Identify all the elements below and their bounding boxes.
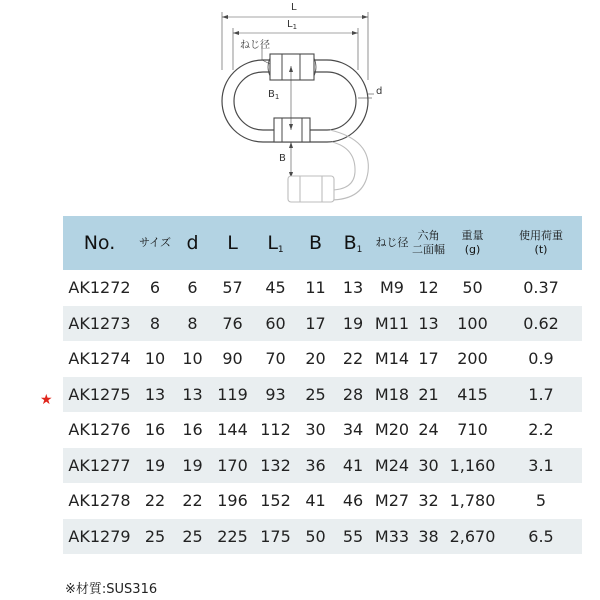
cell-l1: 70 [265, 349, 286, 369]
cell-b1: 46 [342, 491, 364, 511]
cell-load: 5 [535, 491, 547, 511]
cell-b1: 41 [334, 448, 372, 484]
header-load: 使用荷重 (t) [500, 216, 582, 270]
dim-label-l: L [291, 2, 297, 13]
header-thread: ねじ径 [372, 216, 412, 270]
cell-b: 25 [297, 377, 334, 413]
spec-table [63, 216, 582, 554]
cell-l: 170 [211, 448, 254, 484]
cell-hex: 12 [418, 278, 439, 298]
table-row [63, 270, 582, 306]
cell-thread: M18 [372, 377, 412, 413]
cell-weight: 1,780 [449, 491, 496, 511]
cell-d: 19 [174, 448, 211, 484]
cell-size: 19 [136, 448, 174, 484]
cell-l1: 112 [260, 420, 291, 440]
cell-size: 16 [144, 420, 166, 440]
cell-l1: 93 [254, 377, 297, 413]
cell-b: 36 [297, 448, 334, 484]
cell-weight: 415 [445, 377, 500, 413]
cell-load: 0.62 [500, 306, 582, 342]
dim-label-b1: $B_1$ [268, 89, 280, 101]
cell-thread: M20 [374, 420, 410, 440]
cell-load: 2.2 [528, 420, 554, 440]
cell-no: AK1275 [63, 377, 136, 413]
cell-thread: M27 [374, 491, 410, 511]
dim-label-thread: ねじ径 [240, 40, 270, 51]
header-b1: B1 [334, 216, 372, 270]
cell-b1: 34 [342, 420, 364, 440]
quick-link-diagram [0, 0, 600, 212]
table-row [63, 377, 582, 413]
cell-hex: 13 [412, 306, 445, 342]
cell-no: AK1273 [63, 306, 136, 342]
cell-load: 6.5 [500, 519, 582, 555]
cell-hex: 30 [412, 448, 445, 484]
cell-load: 3.1 [500, 448, 582, 484]
cell-b1: 19 [334, 306, 372, 342]
cell-weight: 1,160 [445, 448, 500, 484]
table-row [63, 412, 582, 448]
cell-size: 6 [149, 278, 161, 298]
cell-b1: 55 [334, 519, 372, 555]
cell-size: 22 [144, 491, 166, 511]
cell-b: 30 [305, 420, 326, 440]
cell-thread: M24 [372, 448, 412, 484]
cell-l: 119 [211, 377, 254, 413]
cell-l: 90 [222, 349, 243, 369]
cell-no: AK1277 [63, 448, 136, 484]
cell-d: 16 [182, 420, 203, 440]
table-row [63, 483, 582, 519]
cell-hex: 38 [412, 519, 445, 555]
cell-l1: 45 [265, 278, 286, 298]
cell-weight: 50 [462, 278, 483, 298]
cell-b: 17 [297, 306, 334, 342]
cell-l: 57 [222, 278, 243, 298]
table-row [63, 519, 582, 555]
cell-load: 0.9 [528, 349, 554, 369]
cell-b: 11 [305, 278, 326, 298]
header-b: B [297, 216, 334, 270]
cell-size: 8 [136, 306, 174, 342]
header-size: サイズ [136, 216, 174, 270]
material-note: ※材質:SUS316 [65, 582, 158, 597]
dim-label-d: d [376, 86, 383, 97]
cell-weight: 100 [445, 306, 500, 342]
quick-link-drawing [0, 0, 600, 212]
cell-no: AK1272 [68, 278, 131, 298]
cell-weight: 2,670 [445, 519, 500, 555]
cell-l: 225 [211, 519, 254, 555]
cell-thread: M33 [372, 519, 412, 555]
cell-b: 41 [305, 491, 326, 511]
table-body [63, 270, 582, 554]
cell-no: AK1279 [63, 519, 136, 555]
cell-l: 76 [211, 306, 254, 342]
dim-label-b: B [279, 153, 286, 164]
cell-size: 25 [136, 519, 174, 555]
cell-d: 25 [174, 519, 211, 555]
table-row [63, 448, 582, 484]
header-d: d [174, 216, 211, 270]
cell-l: 144 [217, 420, 248, 440]
cell-hex: 21 [412, 377, 445, 413]
cell-l1: 152 [260, 491, 291, 511]
cell-d: 8 [174, 306, 211, 342]
cell-no: AK1276 [68, 420, 131, 440]
cell-l1: 132 [254, 448, 297, 484]
cell-thread: M11 [372, 306, 412, 342]
cell-thread: M9 [380, 278, 404, 298]
cell-load: 0.37 [523, 278, 559, 298]
cell-b1: 28 [334, 377, 372, 413]
cell-l1: 175 [254, 519, 297, 555]
cell-size: 10 [144, 349, 166, 369]
cell-b1: 13 [342, 278, 364, 298]
cell-d: 6 [187, 278, 198, 298]
cell-l1: 60 [254, 306, 297, 342]
cell-l: 196 [217, 491, 248, 511]
cell-thread: M14 [374, 349, 410, 369]
table-header-row [63, 216, 582, 270]
recommended-star-icon: ★ [40, 392, 53, 408]
cell-load: 1.7 [500, 377, 582, 413]
dim-label-l1: $L_1$ [287, 19, 298, 31]
cell-d: 10 [182, 349, 203, 369]
cell-d: 22 [182, 491, 203, 511]
cell-hex: 32 [418, 491, 439, 511]
cell-size: 13 [136, 377, 174, 413]
cell-no: AK1274 [68, 349, 131, 369]
header-l: L [211, 216, 254, 270]
cell-hex: 24 [418, 420, 439, 440]
cell-hex: 17 [418, 349, 439, 369]
cell-d: 13 [174, 377, 211, 413]
cell-weight: 710 [457, 420, 488, 440]
cell-weight: 200 [457, 349, 488, 369]
header-hex: 六角 二面幅 [412, 216, 445, 270]
table-row [63, 306, 582, 342]
header-weight: 重量 (g) [445, 216, 500, 270]
header-no: No. [63, 216, 136, 270]
cell-b: 50 [297, 519, 334, 555]
cell-b: 20 [305, 349, 326, 369]
table-row [63, 341, 582, 377]
cell-b1: 22 [342, 349, 364, 369]
header-l1: L1 [254, 216, 297, 270]
cell-no: AK1278 [68, 491, 131, 511]
